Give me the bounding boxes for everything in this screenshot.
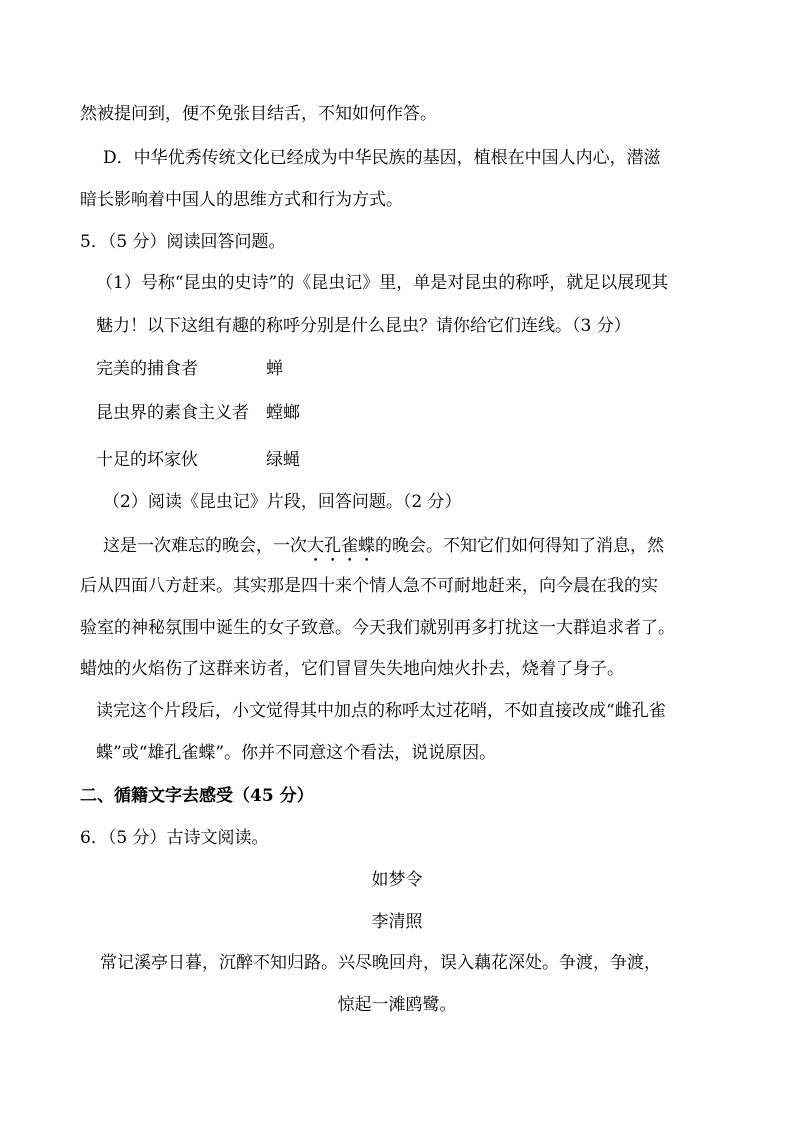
subquestion-1-line: 魅力！以下这组有趣的称呼分别是什么昆虫？请你给它们连线。（3 分） (96, 316, 631, 336)
question-6-heading: 6．（5 分）古诗文阅读。 (80, 828, 269, 848)
poem-title: 如梦令 (371, 870, 423, 890)
excerpt-text: 这是一次难忘的晚会，一次 (103, 536, 307, 556)
excerpt-text: 的晚会。不知它们如何得知了消息，然 (375, 536, 664, 556)
excerpt-line: 蜡烛的火焰伤了这群来访者，它们冒冒失失地向烛火扑去，烧着了身子。 (80, 659, 624, 679)
question-5-heading: 5．（5 分）阅读回答问题。 (80, 232, 286, 252)
option-d-line: 暗长影响着中国人的思维方式和行为方式。 (80, 190, 403, 210)
section-heading: 二、循籍文字去感受（45 分） (80, 786, 314, 806)
option-d-line: D．中华优秀传统文化已经成为中华民族的基因，植根在中国人内心，潜滋 (103, 148, 661, 168)
subquestion-2-line: （2）阅读《昆虫记》片段，回答问题。（2 分） (103, 492, 462, 512)
matching-right-item: 螳螂 (266, 403, 300, 423)
poem-line: 惊起一滩鸥鹭。 (337, 995, 457, 1015)
excerpt-line (103, 536, 664, 566)
subquestion-1-line: （1）号称“昆虫的史诗”的《昆虫记》里，单是对昆虫的称呼，就足以展现其 (96, 273, 669, 293)
matching-left-item: 十足的坏家伙 (96, 450, 198, 470)
dotted-term: 大孔雀蝶 (307, 536, 375, 556)
matching-right-item: 蝉 (266, 359, 283, 379)
matching-left-item: 完美的捕食者 (96, 359, 198, 379)
poem-line: 常记溪亭日暮，沉醉不知归路。兴尽晚回舟，误入藕花深处。争渡，争渡， (100, 953, 661, 973)
subquestion-2-prompt: 蝶”或“雄孔雀蝶”。你并不同意这个看法，说说原因。 (96, 743, 497, 763)
excerpt-line: 后从四面八方赶来。其实那是四十来个情人急不可耐地赶来，向今晨在我的实 (80, 576, 658, 596)
matching-right-item: 绿蝇 (266, 450, 300, 470)
excerpt-line: 验室的神秘氛围中诞生的女子致意。今天我们就别再多打扰这一大群追求者了。 (80, 618, 675, 638)
matching-left-item: 昆虫界的素食主义者 (96, 403, 249, 423)
poem-author: 李清照 (371, 912, 423, 932)
paragraph-line: 然被提问到，便不免张目结舌，不知如何作答。 (80, 104, 437, 124)
subquestion-2-prompt: 读完这个片段后，小文觉得其中加点的称呼太过花哨，不如直接改成“雌孔雀 (96, 701, 666, 721)
